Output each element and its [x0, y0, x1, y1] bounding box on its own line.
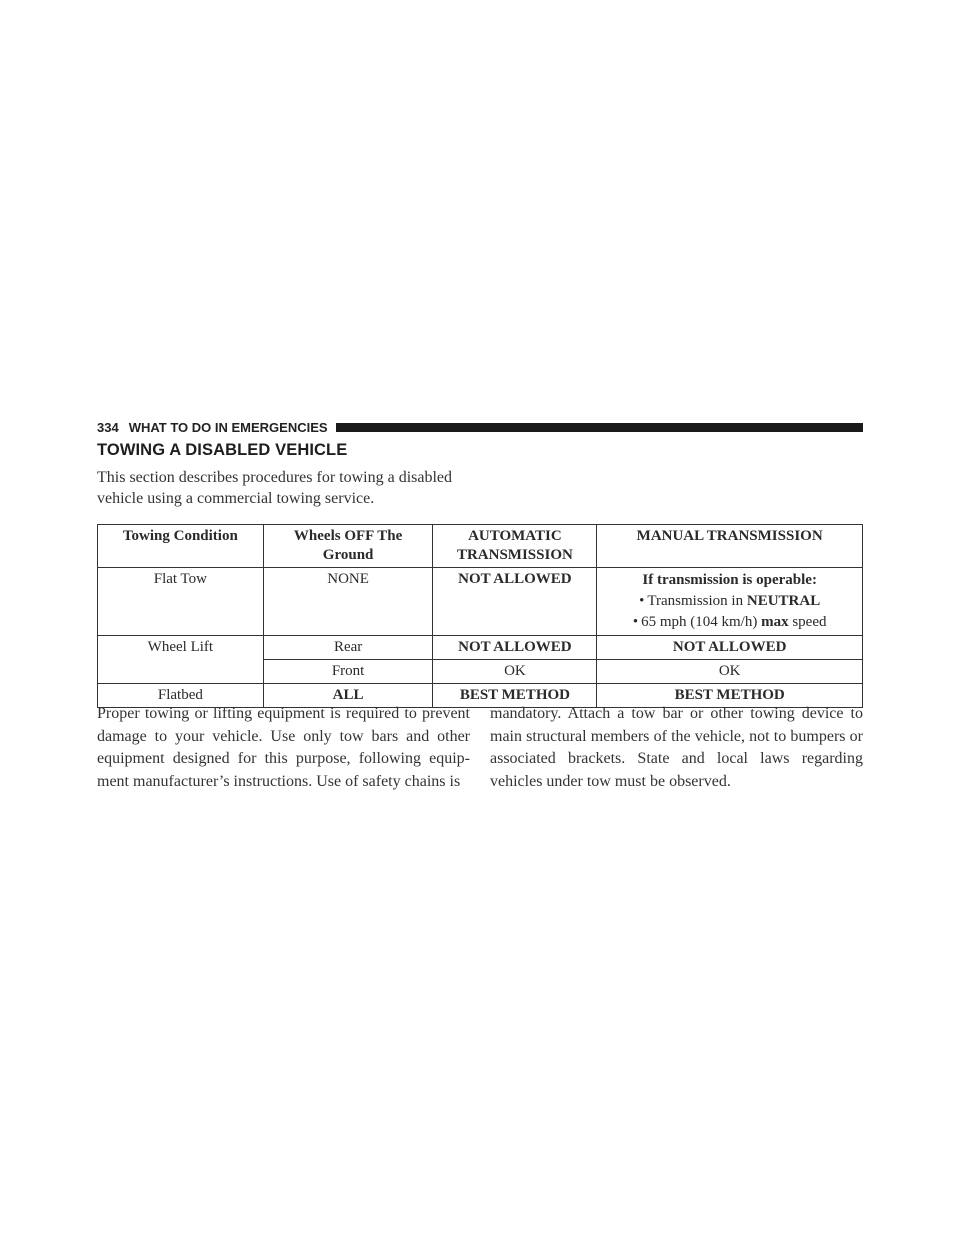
cell-manual: OK: [597, 660, 863, 684]
bullet-icon: •: [639, 593, 645, 609]
bullet-text: Transmission in: [647, 593, 744, 609]
cell-wheels: NONE: [263, 568, 433, 636]
cell-automatic: BEST METHOD: [433, 684, 597, 708]
bullet-bold-text: NEUTRAL: [746, 593, 821, 609]
header-rule: [336, 423, 863, 432]
section-title: TOWING A DISABLED VEHICLE: [97, 441, 348, 459]
section-name: WHAT TO DO IN EMERGENCIES: [128, 419, 328, 435]
page-header: [97, 418, 863, 436]
table-row-flat-tow: [98, 568, 863, 636]
cell-condition: Flat Tow: [98, 568, 264, 636]
body-column-left: Proper towing or lifting equipment is required to prevent damage to your vehicle. Use only tow bars and other equipment designed for this purpose, following equip-ment manufacturer’s instructions. Use of safety chains is: [97, 705, 470, 790]
manual-bullet-1: [601, 591, 858, 612]
header-automatic: AUTOMATIC TRANSMISSION: [433, 525, 597, 568]
cell-condition: Wheel Lift: [98, 636, 264, 684]
bullet-text: 65 mph (104 km/h): [641, 614, 758, 630]
cell-automatic: NOT ALLOWED: [433, 636, 597, 660]
manual-heading: If transmission is operable:: [642, 572, 817, 588]
cell-wheels: Front: [263, 660, 433, 684]
cell-condition: Flatbed: [98, 684, 264, 708]
bullet-icon: •: [632, 614, 639, 630]
bullet-suffix-text: speed: [792, 614, 827, 630]
table-header-row: [98, 525, 863, 568]
manual-bullet-2: [601, 612, 858, 633]
table-row-wheel-lift-rear: [98, 636, 863, 660]
header-wheels-off: Wheels OFF The Ground: [263, 525, 433, 568]
cell-automatic: NOT ALLOWED: [433, 568, 597, 636]
cell-wheels: ALL: [263, 684, 433, 708]
cell-manual: NOT ALLOWED: [597, 636, 863, 660]
cell-wheels: Rear: [263, 636, 433, 660]
body-text: [97, 703, 863, 793]
bullet-bold-text: max: [761, 614, 789, 630]
towing-table: [97, 524, 863, 708]
page-number: 334: [97, 419, 119, 435]
cell-automatic: OK: [433, 660, 597, 684]
header-towing-condition: Towing Condition: [98, 525, 264, 568]
cell-manual: BEST METHOD: [597, 684, 863, 708]
header-manual: MANUAL TRANSMISSION: [597, 525, 863, 568]
body-column-right: mandatory. Attach a tow bar or other towing device to main structural members of the vehicle, not to bumpers or associated brackets. State and local laws regarding vehicles under tow must be observed.: [490, 705, 863, 790]
cell-manual: [597, 568, 863, 636]
intro-paragraph: This section describes procedures for towing a disabled vehicle using a commercial towing service.: [97, 469, 453, 507]
